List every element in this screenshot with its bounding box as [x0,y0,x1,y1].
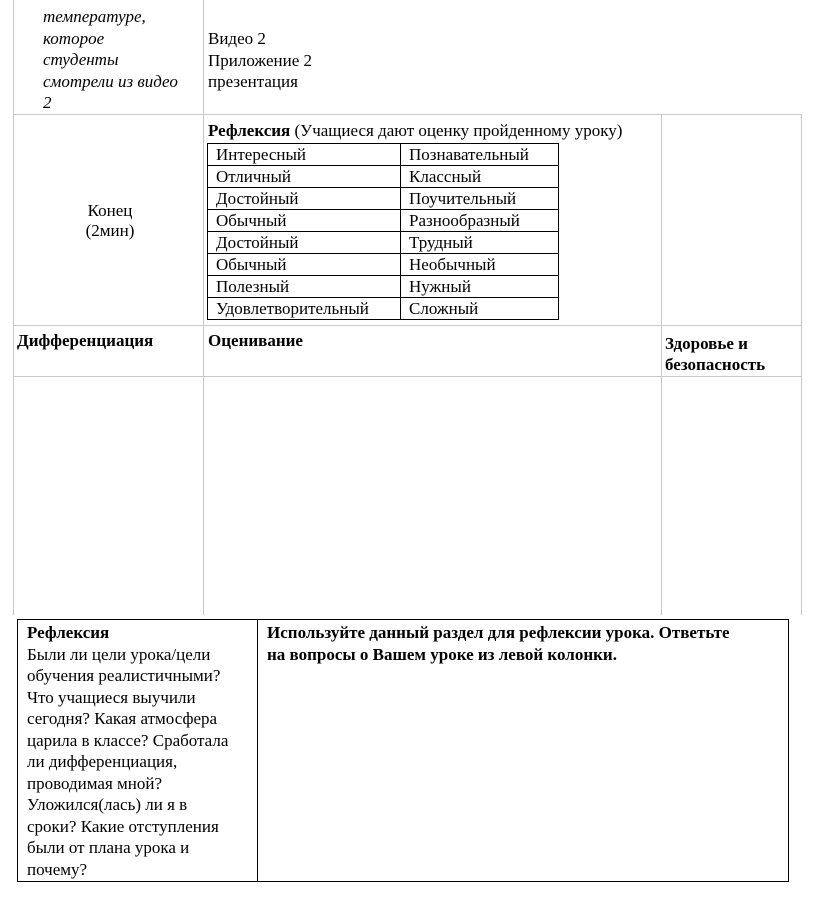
reflection-box-title: Рефлексия [27,623,110,642]
grid-line [661,114,662,615]
table-cell: Интересный [208,144,401,166]
resources-list: Видео 2 Приложение 2 презентация [208,29,312,91]
header-health-safety: Здоровье и безопасность [665,334,766,374]
grid-line [13,325,801,326]
table-row [208,232,559,254]
reflection-instruction: Используйте данный раздел для рефлексии урока. Ответьте на вопросы о Вашем уроке из левой колонки. [267,623,730,664]
grid-line [203,0,204,615]
stage-end-label: Конец (2мин) [85,201,135,240]
table-row [208,298,559,320]
table-cell: Познавательный [401,144,559,166]
table-row [208,166,559,188]
table-cell: Достойный [208,232,401,254]
reflection-questions: Рефлексия Были ли цели урока/цели обучения реалистичными? Что учащиеся выучили сегодня? Какая атмосфера царила в классе? Сработала ли дифференциация, проводимая мной? Уложился(лась) ли я в сроки? Какие отступления были от плана урока и почему? [27,622,255,880]
table-cell: Удовлетворительный [208,298,401,320]
table-row [208,254,559,276]
previous-stage-description: температуре, которое студенты смотрели из видео 2 [43,7,178,112]
reflection-title: Рефлексия [208,121,291,140]
reflection-heading [208,121,622,141]
table-cell: Отличный [208,166,401,188]
grid-line [13,0,14,615]
table-cell: Разнообразный [401,210,559,232]
table-cell: Классный [401,166,559,188]
table-cell: Обычный [208,254,401,276]
reflection-divider [257,619,258,882]
table-cell: Обычный [208,210,401,232]
table-cell: Поучительный [401,188,559,210]
table-cell: Трудный [401,232,559,254]
table-row [208,188,559,210]
header-differentiation: Дифференциация [17,331,154,350]
grid-line [801,114,802,615]
grid-line [13,376,801,377]
table-cell: Достойный [208,188,401,210]
reflection-word-table [207,143,559,320]
grid-line [13,114,801,115]
table-row [208,210,559,232]
table-row [208,144,559,166]
table-row [208,276,559,298]
reflection-note: (Учащиеся дают оценку пройденному уроку) [290,121,623,140]
header-assessment: Оценивание [208,331,303,350]
table-cell: Необычный [401,254,559,276]
table-cell: Сложный [401,298,559,320]
table-cell: Нужный [401,276,559,298]
table-cell: Полезный [208,276,401,298]
